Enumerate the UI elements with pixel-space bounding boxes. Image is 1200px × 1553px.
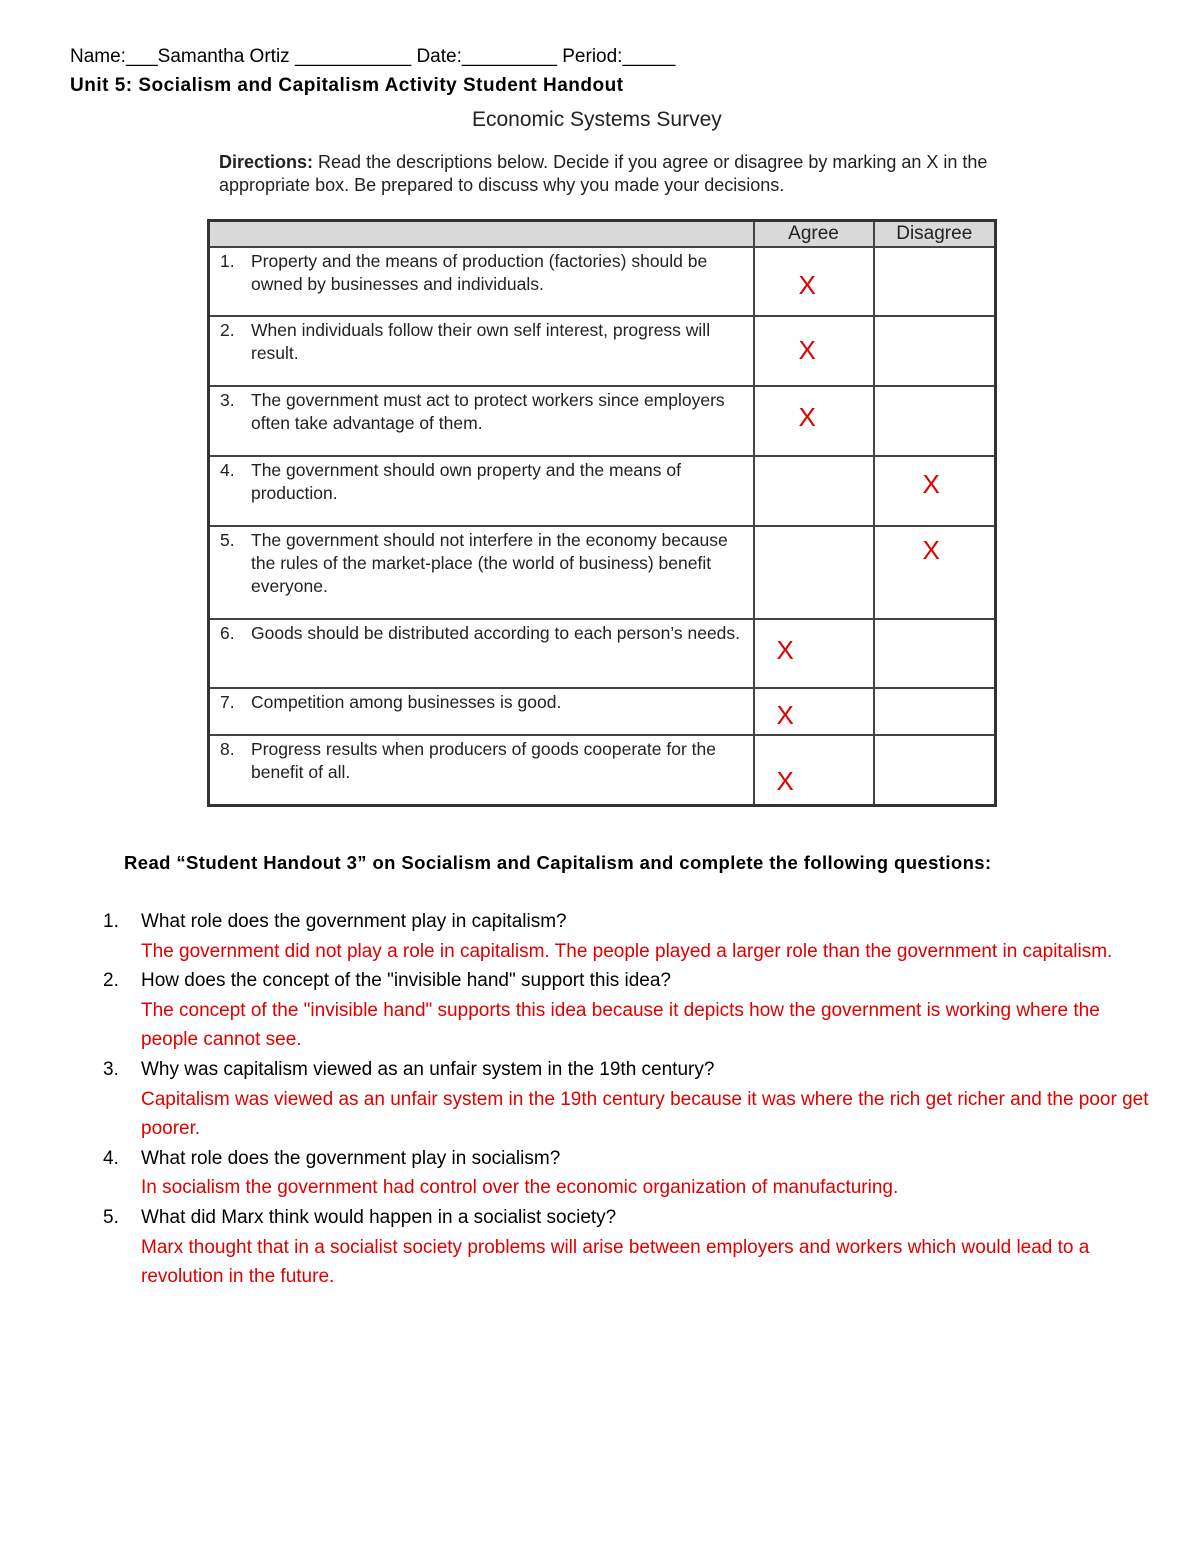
disagree-checkbox-cell[interactable] — [874, 456, 996, 526]
survey-row — [209, 456, 996, 526]
statement-text: Goods should be distributed according to each person’s needs. — [251, 623, 741, 643]
statement-number: 8. — [220, 739, 235, 759]
question-text: What role does the government play in socialism? — [141, 1147, 561, 1169]
statement-text: When individuals follow their own self interest, progress will result. — [251, 320, 711, 363]
statement-text: The government must act to protect workers since employers often take advantage of them. — [251, 390, 725, 433]
question-item — [103, 1144, 1153, 1203]
directions-text: Read the descriptions below. Decide if you agree or disagree by marking an X in the appropriate box. Be prepared to discuss why you made your decisions. — [219, 152, 988, 195]
survey-row — [209, 688, 996, 735]
survey-table — [207, 219, 997, 807]
survey-row — [209, 735, 996, 805]
survey-statement-cell — [209, 735, 754, 805]
statement-number: 4. — [220, 460, 235, 480]
survey-row — [209, 619, 996, 688]
question-number: 1. — [103, 911, 119, 932]
answer-text: Capitalism was viewed as an unfair system in the 19th century because it was where the rich get richer and the poor get poorer. — [141, 1088, 1149, 1140]
survey-row — [209, 526, 996, 619]
question-text: What did Marx think would happen in a socialist society? — [141, 1206, 617, 1228]
agree-checkbox-cell[interactable] — [754, 456, 874, 526]
disagree-checkbox-cell[interactable] — [874, 619, 996, 688]
question-number: 3. — [103, 1058, 119, 1080]
answer-text: The government did not play a role in capitalism. The people played a larger role than the government in capitalism. — [141, 940, 1113, 962]
statement-number: 3. — [220, 390, 235, 410]
question-list — [103, 907, 1153, 1292]
answer-text: In socialism the government had control over the economic organization of manufacturing. — [141, 1177, 899, 1199]
agree-x-mark: X — [776, 635, 794, 665]
disagree-checkbox-cell[interactable] — [874, 316, 996, 386]
agree-checkbox-cell[interactable] — [754, 316, 874, 386]
answer-text: The concept of the "invisible hand" supports this idea because it depicts how the government is working where the people cannot see. — [141, 999, 1100, 1051]
directions-label: Directions: — [219, 152, 314, 172]
statement-number: 6. — [220, 623, 235, 643]
disagree-checkbox-cell[interactable] — [874, 247, 996, 316]
unit-title: Unit 5: Socialism and Capitalism Activity Student Handout — [70, 75, 624, 96]
statement-number: 7. — [220, 692, 235, 712]
agree-checkbox-cell[interactable] — [754, 735, 874, 805]
survey-statement-cell — [209, 688, 754, 735]
survey-title: Economic Systems Survey — [472, 108, 722, 131]
question-text: How does the concept of the "invisible hand" support this idea? — [141, 970, 671, 992]
disagree-x-mark: X — [922, 535, 940, 565]
question-number: 2. — [103, 970, 119, 992]
statement-number: 1. — [220, 251, 235, 271]
question-text: What role does the government play in capitalism? — [141, 911, 567, 932]
agree-x-mark: X — [776, 700, 794, 730]
question-item — [103, 966, 1153, 1055]
statement-column-header — [209, 221, 754, 248]
agree-x-mark: X — [776, 766, 794, 796]
statement-number: 2. — [220, 320, 235, 340]
question-item — [103, 1203, 1153, 1292]
survey-statement-cell — [209, 456, 754, 526]
statement-text: The government should not interfere in the economy because the rules of the market-place (the world of business) benefit everyone. — [251, 530, 728, 596]
survey-row — [209, 316, 996, 386]
agree-column-header: Agree — [754, 221, 874, 248]
agree-x-mark: X — [798, 335, 816, 365]
disagree-checkbox-cell[interactable] — [874, 526, 996, 619]
question-number: 4. — [103, 1147, 119, 1169]
agree-checkbox-cell[interactable] — [754, 386, 874, 456]
survey-statement-cell — [209, 316, 754, 386]
survey-directions — [219, 151, 1019, 197]
question-text: Why was capitalism viewed as an unfair system in the 19th century? — [141, 1058, 715, 1080]
survey-row — [209, 247, 996, 316]
answer-text: Marx thought that in a socialist society problems will arise between employers and workers which would lead to a revolution in the future. — [141, 1236, 1090, 1288]
survey-row — [209, 386, 996, 456]
statement-number: 5. — [220, 530, 235, 550]
statement-text: Competition among businesses is good. — [251, 692, 562, 712]
survey-header-row — [209, 221, 996, 248]
survey-statement-cell — [209, 247, 754, 316]
questions-instruction: Read “Student Handout 3” on Socialism and Capitalism and complete the following questions: — [124, 852, 992, 873]
question-number: 5. — [103, 1206, 119, 1228]
question-item — [103, 907, 1153, 966]
disagree-checkbox-cell[interactable] — [874, 688, 996, 735]
agree-checkbox-cell[interactable] — [754, 619, 874, 688]
disagree-checkbox-cell[interactable] — [874, 735, 996, 805]
agree-checkbox-cell[interactable] — [754, 688, 874, 735]
agree-checkbox-cell[interactable] — [754, 526, 874, 619]
survey-statement-cell — [209, 386, 754, 456]
statement-text: Property and the means of production (factories) should be owned by businesses and individuals. — [251, 251, 708, 294]
disagree-column-header: Disagree — [874, 221, 996, 248]
question-item — [103, 1055, 1153, 1144]
disagree-x-mark: X — [922, 469, 940, 499]
disagree-checkbox-cell[interactable] — [874, 386, 996, 456]
survey-statement-cell — [209, 619, 754, 688]
agree-checkbox-cell[interactable] — [754, 247, 874, 316]
statement-text: The government should own property and the means of production. — [251, 460, 681, 503]
agree-x-mark: X — [798, 402, 816, 432]
name-date-period-line: Name:___Samantha Ortiz ___________ Date:_________ Period:_____ — [70, 46, 676, 67]
statement-text: Progress results when producers of goods cooperate for the benefit of all. — [251, 739, 716, 782]
survey-statement-cell — [209, 526, 754, 619]
agree-x-mark: X — [798, 270, 816, 300]
